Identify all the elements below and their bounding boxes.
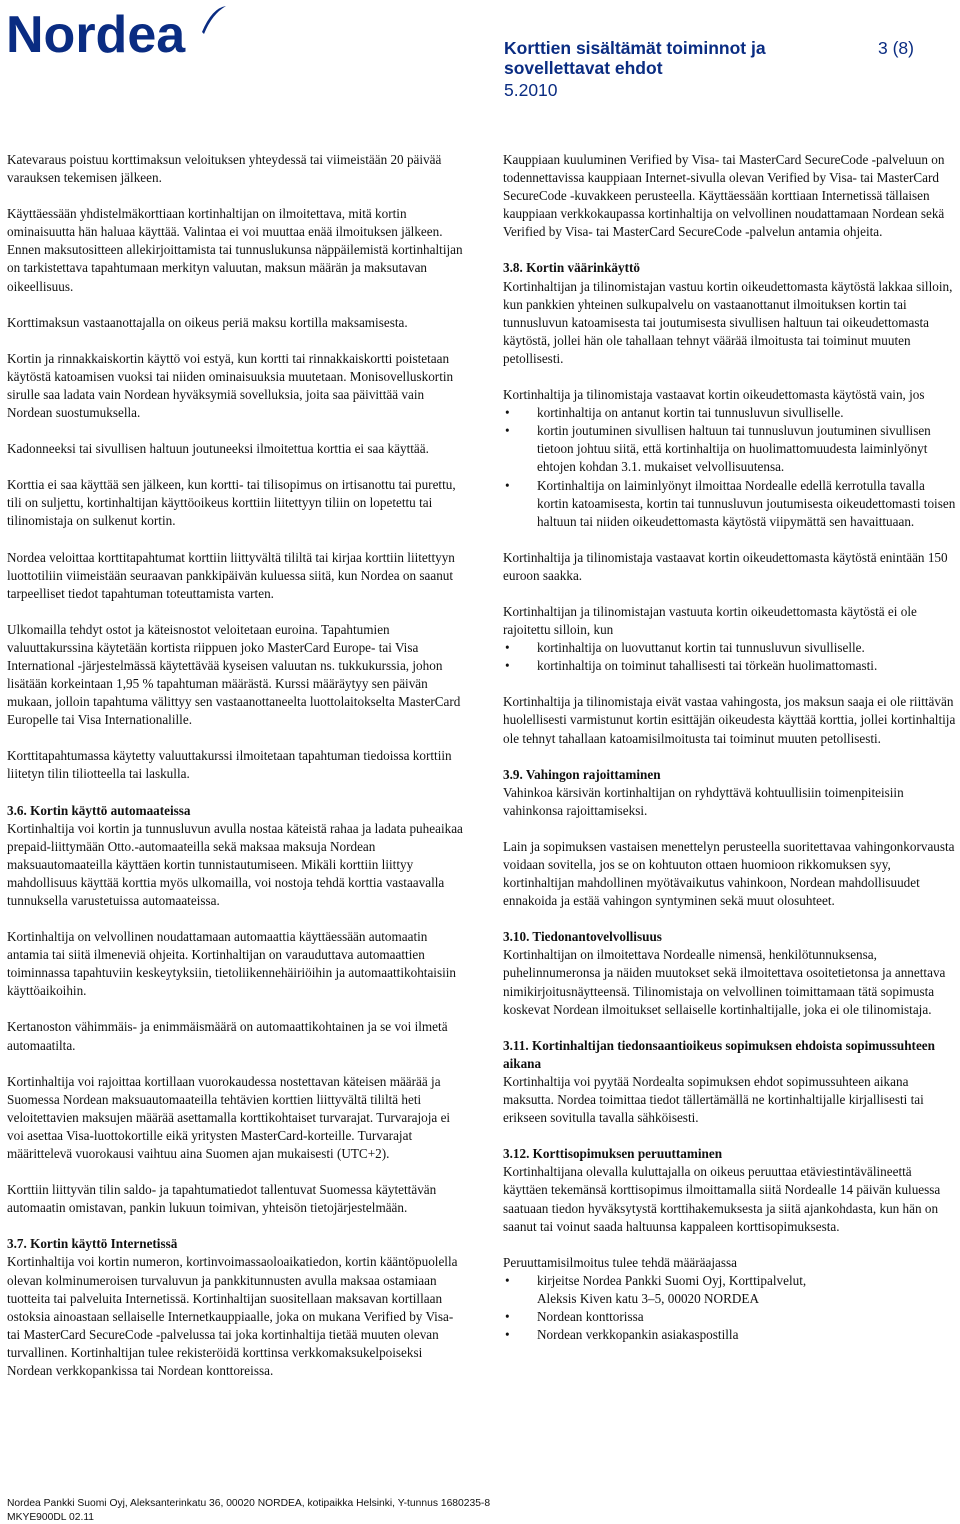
footer [7,1497,490,1524]
paragraph: Kortinhaltijan ja tilinomistajan vastuuta kortin oikeudettomasta käytöstä ei ole rajoitettu silloin, kun [503,603,917,638]
paragraph: Korttiin liittyvän tilin saldo- ja tapahtumatiedot tallentuvat Suomessa käytettävän automaatin omistavan, pankin lukuun toimivan, yhteisön tietojärjestelmään. [7,1182,437,1216]
paragraph: Kortinhaltija voi pyytää Nordealta sopimuksen ehdot sopimussuhteen aikana maksutta. Nordea toimittaa tiedot tällertämällä ne kortinhaltijalle kirjallisesti tai erikseen sovitulla tavalla sähköisesti. [503,1073,924,1126]
paragraph: Katevaraus poistuu korttimaksun veloituksen yhteydessä tai viimeistään 20 päivää varauksen tekemisen jälkeen. [7,152,442,186]
document-title: Korttien sisältämät toiminnot ja sovellettavat ehdot [504,38,766,78]
footer-company-info: Nordea Pankki Suomi Oyj, Aleksanterinkatu 36, 00020 NORDEA, kotipaikka Helsinki, Y-tunnus 1680235-8 [7,1498,491,1509]
paragraph: Kertanoston vähimmäis- ja enimmäismäärä on automaattikohtainen ja se voi ilmetä automaatilta. [7,1019,448,1053]
paragraph: Ulkomailla tehdyt ostot ja käteisnostot veloitetaan euroina. Tapahtumien valuuttakurssina käytetään kortista riippuen joko MasterCard Europe- tai Visa International -järjestelmässä käytettävää kyseisen valuutan ns. tukkukurssia, johon lisätään korkeintaan 1,95 % tapahtuman määrästä. Kurssi määräytyy sen päivän mukaan, jolloin tapahtuma välittyy sen vastaanottaneelta luottolaitokselta MasterCard Europelle tai Visa Internationalille. [7,621,461,728]
list-item-continuation: Aleksis Kiven katu 3–5, 00020 NORDEA [537,1290,759,1306]
list-item: • kortinhaltija on antanut kortin tai tunnusluvun sivulliselle. [503,404,958,422]
document-date: 5.2010 [504,80,558,100]
paragraph: Kortinhaltija voi rajoittaa kortillaan vuorokaudessa nostettavan käteisen määrää ja Suomessa Nordean maksuautomaateilla tehtävien korttien liittyvältä tililtä heti veloitettavien maksujen määrää asettamalla korttikohtaiset turvarajat. Turvarajoja ei voi asettaa Visa-luottokortille eikä yritysten MasterCard-korteille. Turvarajat määrittelevä vuorokausi vaihtuu aina Suomen ajan mukaisesti (UTC+2). [7,1073,451,1162]
list-item: • Nordean konttorissa [503,1308,958,1326]
paragraph: Käyttäessään yhdistelmäkorttiaan kortinhaltijan on ilmoitettava, mitä kortin ominaisuutta hän haluaa käyttää. Valintaa ei voi muuttaa enää ilmoituksen jälkeen. Ennen maksutositteen allekirjoittamista tai tunnuslukunsa näppäilemistä kortinhaltijan on tarkistettava tapahtumaan merkityn valuutan, maksun määrän ja maksutavan oikeellisuus. [7,206,463,294]
left-column [7,151,465,1398]
list-item: • Kortinhaltija on laiminlyönyt ilmoittaa Nordealle edellä kerrotulla tavalla kortin katoamisesta, kortin tai tunnusluvun joutumisesta oikeudettomasti toisen haltuun tai niiden oikeudettomasta käytöstä viipymättä sen havaittuaan. [503,477,958,531]
paragraph: Korttitapahtumassa käytetty valuuttakurssi ilmoitetaan tapahtuman tiedoissa korttiin liitetyn tilin tiliotteella tai laskulla. [7,748,452,782]
logo-swoosh-icon [202,6,226,34]
bullet-list [503,1272,958,1344]
section-heading: 3.6. Kortin käyttö automaateissa [7,802,191,818]
paragraph: Kadonneeksi tai sivullisen haltuun joutuneeksi ilmoitettua korttia ei saa käyttää. [7,441,429,457]
page-number: 3 (8) [878,38,914,58]
list-item: • kortinhaltija on toiminut tahallisesti tai törkeän huolimattomasti. [503,657,958,675]
paragraph: Kauppiaan kuuluminen Verified by Visa- tai MasterCard SecureCode -palveluun on todennettavissa kauppiaan Internet-sivulla olevan Verified by Visa- tai MasterCard SecureCode -kuvakkeen perusteella. Käyttäessään korttiaan Internetissä tällaisen kauppiaan verkkokaupassa kortinhaltija on velvollinen noudattamaan Nordean sekä Verified by Visa- tai MasterCard SecureCode -palvelun antamia ohjeita. [503,152,945,240]
paragraph: Kortinhaltija ja tilinomistaja vastaavat kortin oikeudettomasta käytöstä enintään 150 euroon saakka. [503,549,948,583]
paragraph: Nordea veloittaa korttitapahtumat korttiin liittyvältä tililtä tai kirjaa korttiin liitettyyn luottotiliin viimeistään seuraavan pankkipäivän kuluessa siitä, kun Nordea on saanut tarpeelliset tiedot tapahtuman toteuttamista varten. [7,549,455,601]
paragraph: Kortinhaltija voi kortin numeron, kortinvoimassaoloaikatiedon, kortin kääntöpuolella olevan kolminumeroisen turvaluvun ja pankkitunnusten avulla maksaa ostamiaan tuotteita tai palveluita Internetissä. Kortinhaltijan suositellaan maksavan kortillaan ostoksia ainoastaan sellaiselle Internetkauppiaalle, joka on mukana Verified by Visa- tai MasterCard SecureCode -palvelussa tai joka kortinhaltija tietää muuten olevan turvallinen. Kortinhaltijan tulee rekisteröidä korttinsa verkkomaksukelpoiseksi Nordean verkkopankissa tai Nordean konttoreissa. [7,1254,458,1378]
list-item: • Nordean verkkopankin asiakaspostilla [503,1326,958,1344]
bullet-list [503,639,958,675]
paragraph: Kortinhaltijana olevalla kuluttajalla on oikeus peruuttaa etäviestintävälineettä käyttäen tekemänsä korttisopimus ilmoittamalla siitä Nordealle 14 päivän kuluessa saatuaan tiedon hyväksytystä korttihakemuksesta ja siitä ajankohdasta, kun hän on saanut tai voinut saada haltuunsa kappaleen korttisopimuksesta. [503,1164,941,1234]
list-item: • kortin joutuminen sivullisen haltuun tai tunnusluvun joutuminen sivullisen tietoon johtuu siitä, että kortinhaltija on huolimattomuudesta laiminlyönyt ehtojen kohdan 3.1. mukaiset velvollisuutensa. [503,422,958,476]
list-item: • kirjeitse Nordea Pankki Suomi Oyj, Korttipalvelut, [503,1272,958,1290]
nordea-logo [6,2,226,60]
paragraph: Kortin ja rinnakkaiskortin käyttö voi estyä, kun kortti tai rinnakkaiskortti poistetaan käytöstä katoamisen vuoksi tai niiden ominaisuuksia muutetaan. Monisovelluskortin sirulle saa ladata vain Nordean hyväksymiä sovelluksia, joita saa päivittää vain Nordean suostumuksella. [7,350,454,421]
logo-wordmark: Nordea [6,6,186,60]
section-heading: 3.10. Tiedonantovelvollisuus [503,929,662,945]
paragraph: Kortinhaltija ja tilinomistaja vastaavat kortin oikeudettomasta käytöstä vain, jos [503,387,925,403]
section-heading: 3.8. Kortin väärinkäyttö [503,260,641,276]
paragraph: Kortinhaltija ja tilinomistaja eivät vastaa vahingosta, jos maksun saaja ei ole riittävän huolellisesti varmistunut kortin esittäjän oikeudesta käyttää korttia, jollei kortinhaltija ole tehnyt tahallaan katoamisilmoitusta tai toiminut muuten petollisesti. [503,694,956,746]
paragraph: Kortinhaltijan on ilmoitettava Nordealle nimensä, henkilötunnuksensa, puhelinnumeronsa ja näiden muutokset sekä ilmoitettava osoitetietonsa ja annettava nimikirjoitusnäytteensä. Tilinomistaja on velvollinen toimittamaan tätä sopimusta koskevat Nordean ilmoitukset sellaiselle kortinhaltijalle, joka ei ole tilinomistaja. [503,947,946,1017]
right-column [503,151,958,1362]
paragraph: Kortinhaltija on velvollinen noudattamaan automaattia käyttäessään automaatin antamia tai siitä ilmeneviä ohjeita. Kortinhaltijan on varauduttava automaattien toiminnassa tapahtuviin keskeytyksiin, tietoliikennehäiriöihin ja automaattikohtaisiin käyttöaikoihin. [7,929,457,999]
list-item: • kortinhaltija on luovuttanut kortin tai tunnusluvun sivulliselle. [503,639,958,657]
section-heading: 3.12. Korttisopimuksen peruuttaminen [503,1146,723,1162]
paragraph: Kortinhaltijan ja tilinomistajan vastuu kortin oikeudettomasta käytöstä lakkaa silloin, kun pankkien yhteinen sulkupalvelu on vastaanottanut ilmoituksen kortin tai tunnusluvun katoamisesta tai joutumisesta sivullisen haltuun tai oikeudettomasta käytöstä, jollei hän ole tahallaan tehnyt väärää ilmoitusta tai toiminut muuten petollisesti. [503,278,953,366]
footer-form-code: MKYE900DL 02.11 [7,1511,95,1523]
paragraph: Korttia ei saa käyttää sen jälkeen, kun kortti- tai tilisopimus on irtisanottu tai purettu, tili on suljettu, kortinhaltijan käyttöoikeus korttiin liitettyyn tiliin on lopetettu tai tilinomistaja on sulkenut kortin. [7,477,456,529]
paragraph: Korttimaksun vastaanottajalla on oikeus periä maksu kortilla maksamisesta. [7,314,408,330]
section-heading: 3.7. Kortin käyttö Internetissä [7,1236,178,1252]
paragraph: Vahinkoa kärsivän kortinhaltijan on ryhdyttävä kohtuullisiin toimenpiteisiin vahinkonsa rajoittamiseksi. [503,784,904,818]
section-heading: 3.9. Vahingon rajoittaminen [503,766,661,782]
section-heading: 3.11. Kortinhaltijan tiedonsaantioikeus sopimuksen ehdoista sopimussuhteen aikana [503,1037,935,1071]
paragraph: Lain ja sopimuksen vastaisen menettelyn perusteella suoritettavaa vahingonkorvausta voidaan sovitella, jos se on kohtuuton ottaen huomioon rikkomuksen syy, kortinhaltijan mahdollinen myötävaikutus vahinkoon, Nordean mahdollisuudet ennakoida ja estää vahingon syntyminen sekä muut olosuhteet. [503,838,955,909]
bullet-list [503,404,958,531]
paragraph: Peruuttamisilmoitus tulee tehdä määräajassa [503,1254,738,1270]
paragraph: Kortinhaltija voi kortin ja tunnusluvun avulla nostaa käteistä rahaa ja ladata puheaikaa prepaid-liittymään Otto.-automaateilla sekä maksaa maksuja Nordean maksuautomaateilla käyttäen kortin tunnistautumiseen. Mikäli korttiin liittyy mahdollisuus käyttää korttia myös ulkomailla, voi nostoja tehdä korttia vastaavalla tunnuksella varustetuissa automaateissa. [7,820,463,908]
